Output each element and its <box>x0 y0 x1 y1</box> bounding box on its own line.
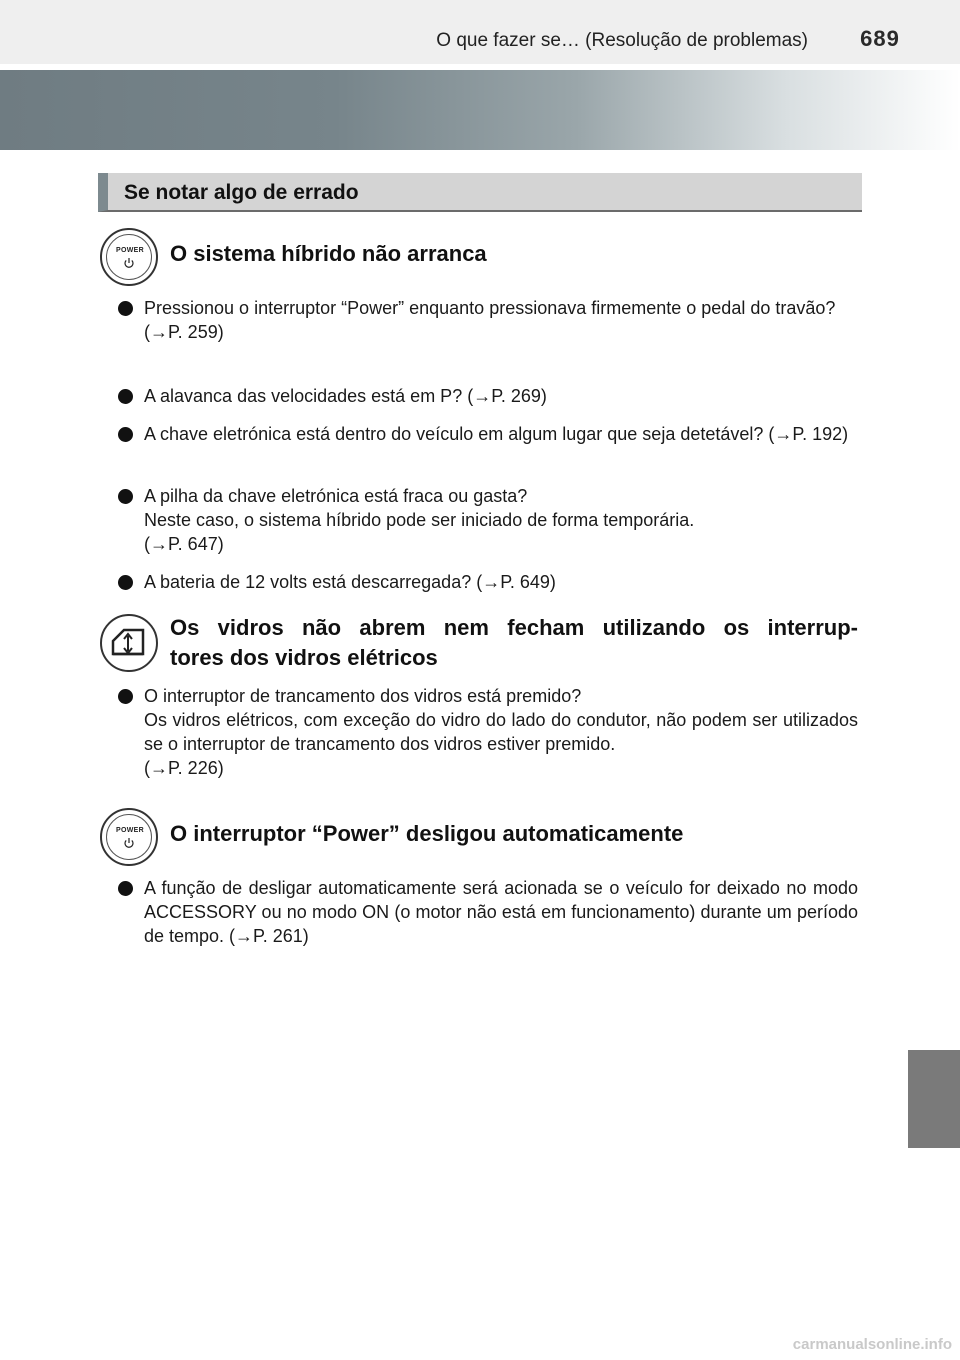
list-item: A chave eletrónica está dentro do veículo em algum lugar que seja detetável? (→P. 192) <box>118 422 858 446</box>
power-icon-label: POWER <box>116 247 144 254</box>
power-button-icon <box>100 808 158 866</box>
bullet-icon <box>118 301 133 316</box>
subheading-windows-not-working-line2: tores dos vidros elétricos <box>170 645 438 670</box>
section-heading-bar <box>98 173 862 212</box>
section-title: Se notar algo de errado <box>124 181 359 204</box>
power-symbol-icon <box>123 257 135 269</box>
window-switch-symbol-icon <box>110 624 150 664</box>
subheading-power-switched-off: O interruptor “Power” desligou automaticamente <box>170 821 684 846</box>
bullet-icon <box>118 489 133 504</box>
list-item: A pilha da chave eletrónica está fraca ou gasta? Neste caso, o sistema híbrido pode ser iniciado de forma temporária. (→P. 647) <box>118 484 858 556</box>
subheading-windows-not-working: Os vidros não abrem nem fecham utilizando os interrup- <box>170 615 858 640</box>
chapter-side-tab <box>908 1050 960 1148</box>
power-symbol-icon <box>123 837 135 849</box>
power-icon-label: POWER <box>116 827 144 834</box>
bullet-icon <box>118 689 133 704</box>
running-header-title: O que fazer se… (Resolução de problemas) <box>436 30 808 51</box>
bullet-icon <box>118 575 133 590</box>
list-item: O interruptor de trancamento dos vidros está premido? Os vidros elétricos, com exceção do vidro do lado do condutor, não podem ser utilizados se o interruptor de trancamento dos vidros estiver premido. (→P. 226) <box>118 684 858 780</box>
watermark: carmanualsonline.info <box>792 1336 952 1353</box>
bullet-icon <box>118 389 133 404</box>
list-item: A função de desligar automaticamente será acionada se o veículo for deixado no modo ACCESSORY ou no modo ON (o motor não está em funcionamento) durante um período de tempo. (→P. 261) <box>118 876 858 948</box>
power-window-switch-icon <box>100 614 158 672</box>
bullet-icon <box>118 881 133 896</box>
subheading-hybrid-not-starting: O sistema híbrido não arranca <box>170 241 487 266</box>
page-number: 689 <box>860 26 900 51</box>
power-button-icon <box>100 228 158 286</box>
list-item: A alavanca das velocidades está em P? (→P. 269) <box>118 384 858 408</box>
list-item: A bateria de 12 volts está descarregada? (→P. 649) <box>118 570 858 594</box>
list-item: Pressionou o interruptor “Power” enquanto pressionava firmemente o pedal do travão? (→P. 259) <box>118 296 858 344</box>
bullet-icon <box>118 427 133 442</box>
chapter-banner <box>0 70 960 150</box>
